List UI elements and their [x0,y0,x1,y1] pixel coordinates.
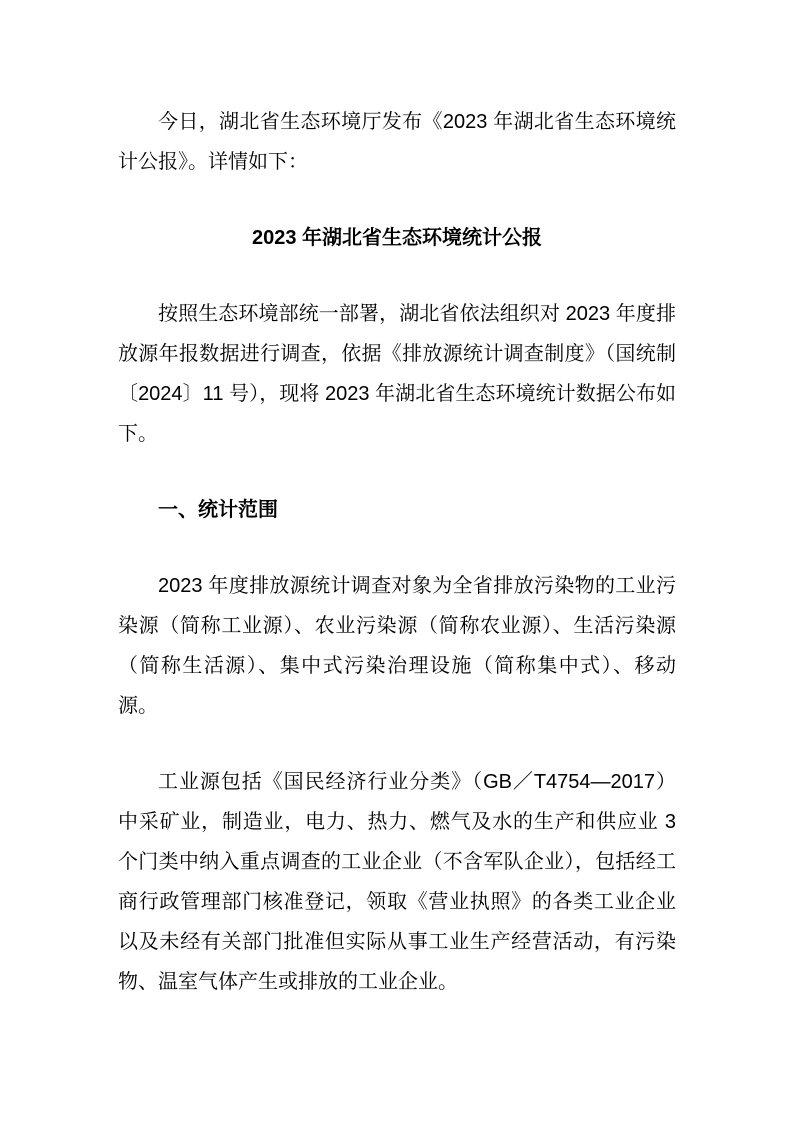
document-title: 2023 年湖北省生态环境统计公报 [251,227,543,249]
intro-paragraph: 今日，湖北省生态环境厅发布《2023 年湖北省生态环境统计公报》。详情如下： [118,111,676,173]
section-1-heading: 一、统计范围 [158,499,278,521]
preamble-paragraph: 按照生态环境部统一部署，湖北省依法组织对 2023 年度排放源年报数据进行调查，依据《排放源统计调查制度》（国统制〔2024〕11 号），现将 2023 年湖北省生态环境统计数据公布如下。 [118,303,676,445]
section-1-paragraph-industrial-sources: 工业源包括《国民经济行业分类》（GB／T4754—2017）中采矿业，制造业，电力、热力、燃气及水的生产和供应业 3 个门类中纳入重点调查的工业企业（不含军队企业），包括经工商行政管理部门核准登记，领取《营业执照》的各类工业企业以及未经有关部门批准但实际从事工业生产经营活动，有污染物、温室气体产生或排放的工业企业。 [118,771,676,993]
section-1-paragraph-scope: 2023 年度排放源统计调查对象为全省排放污染物的工业污染源（简称工业源）、农业污染源（简称农业源）、生活污染源（简称生活源）、集中式污染治理设施（简称集中式）、移动源。 [118,575,676,717]
